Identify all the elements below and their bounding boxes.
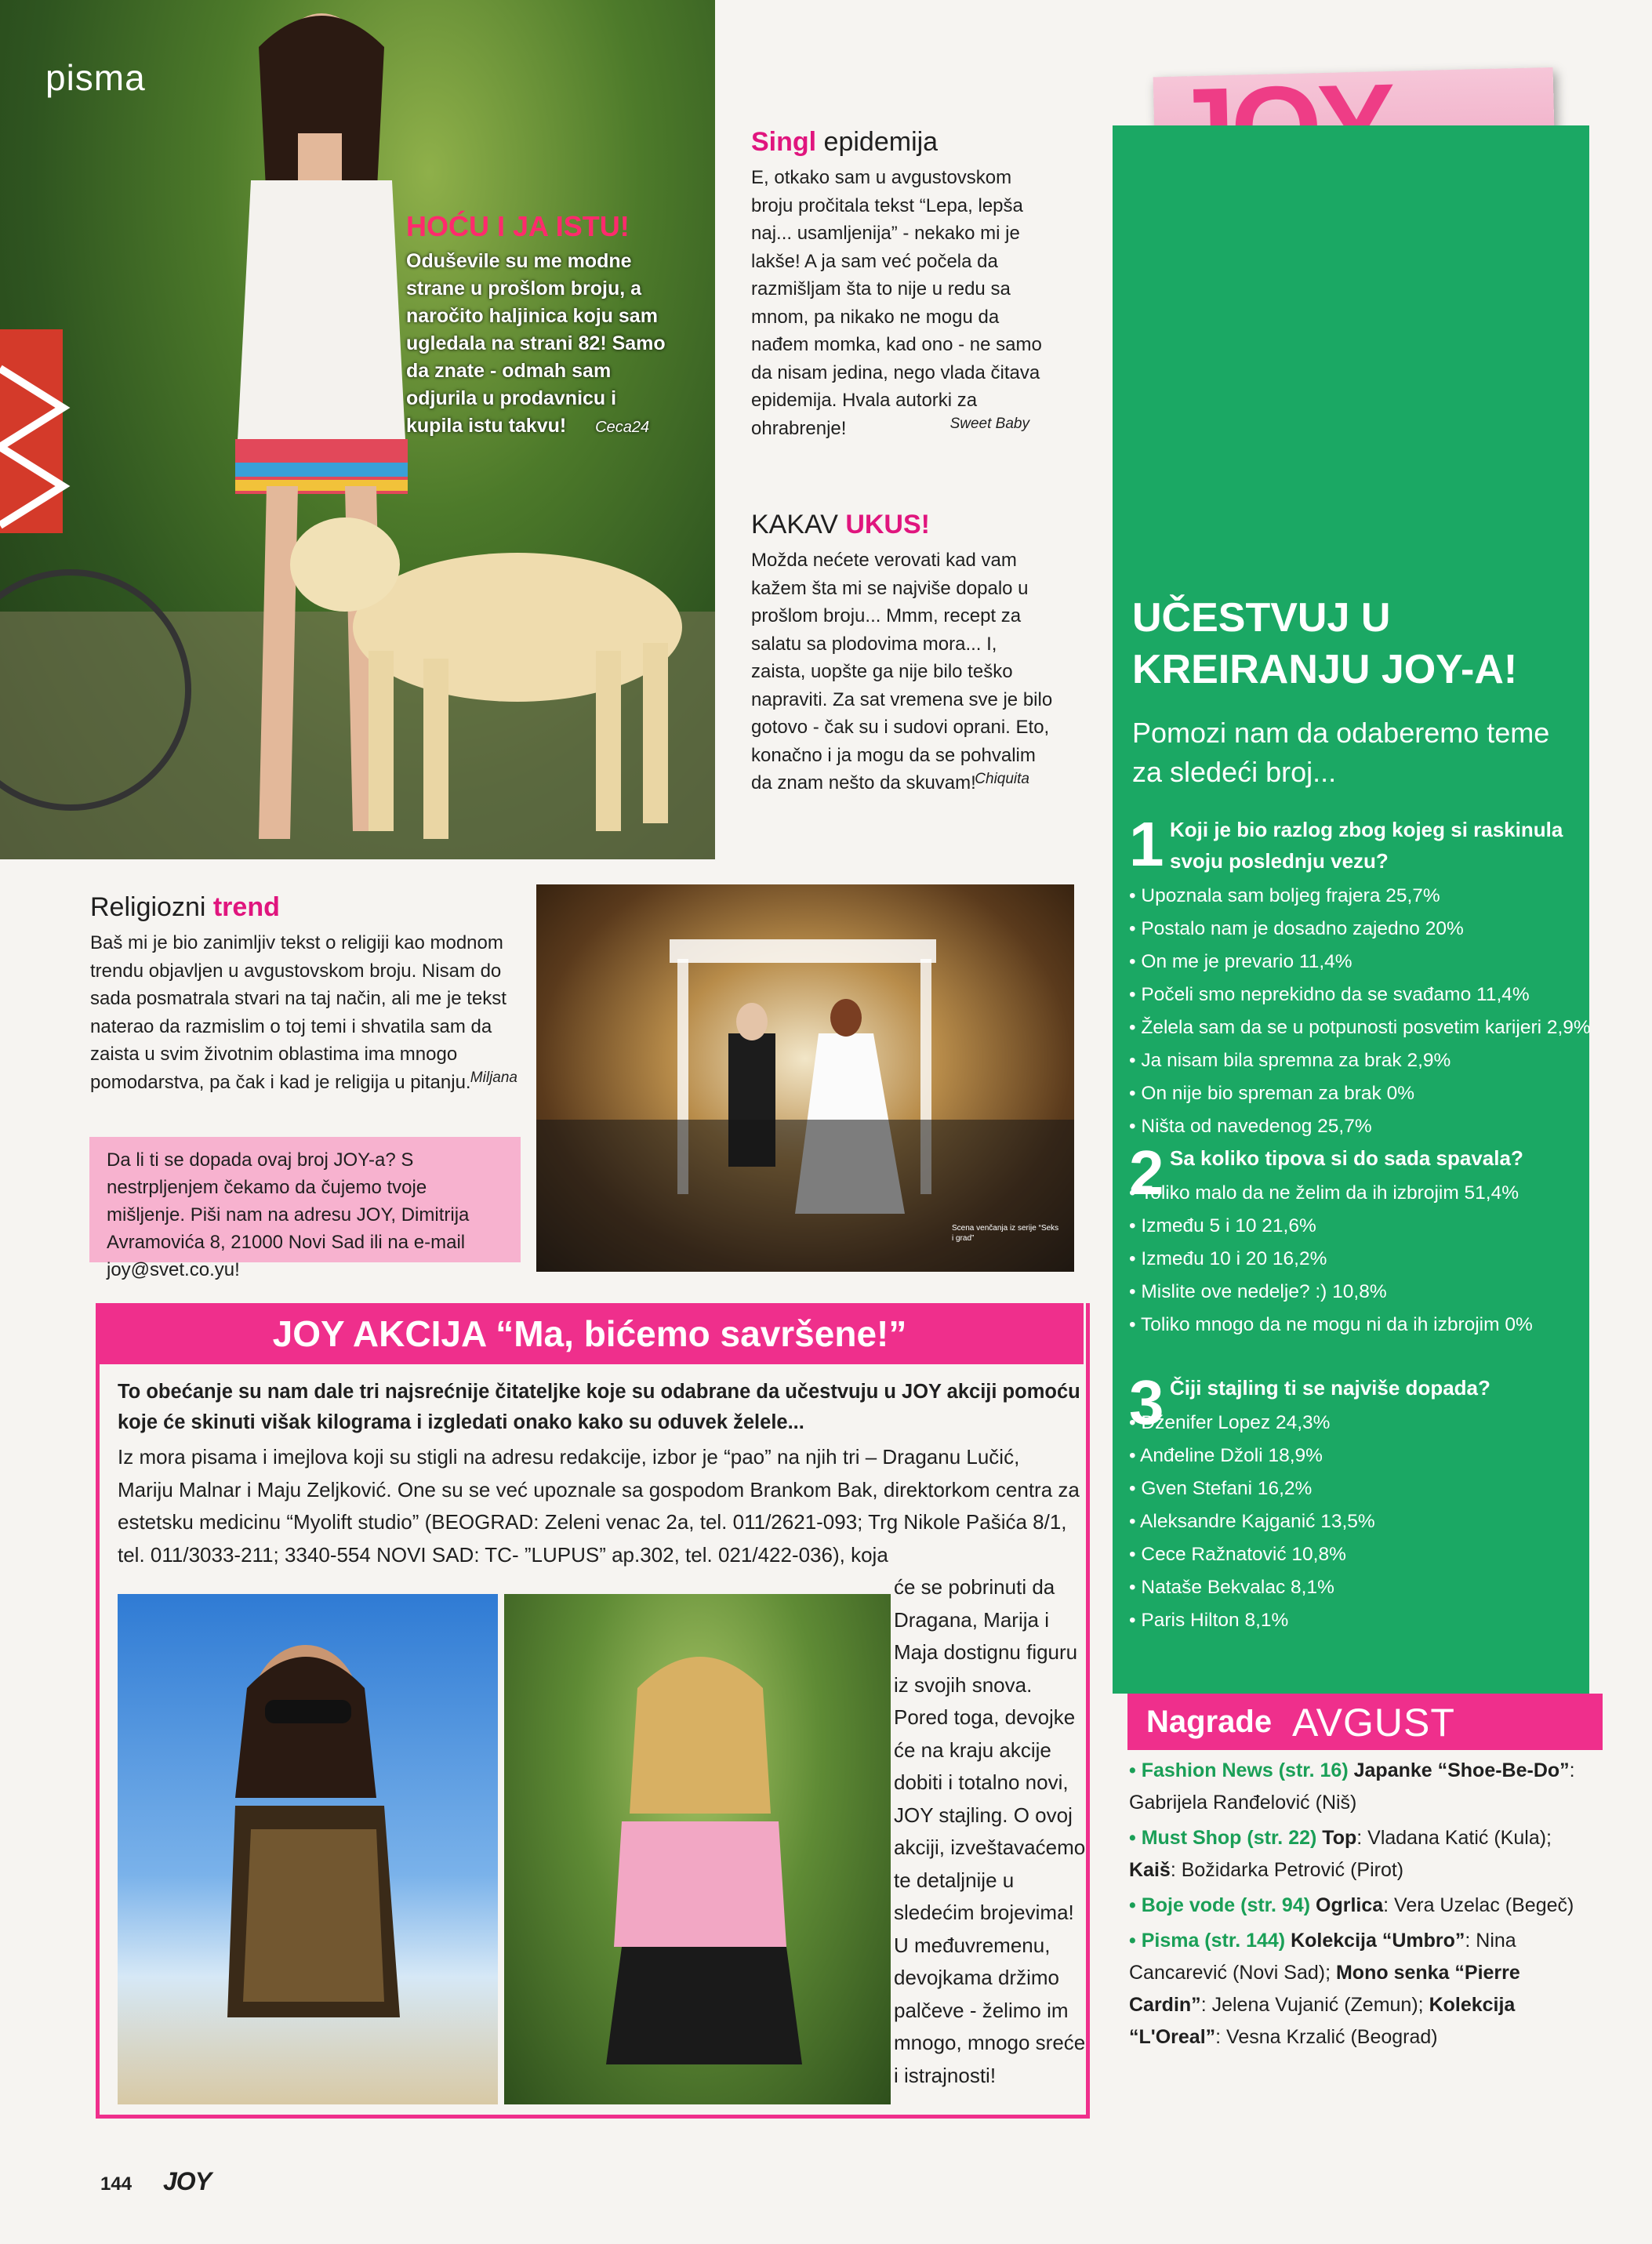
survey-answer: • Ja nisam bila spremna za brak 2,9% xyxy=(1129,1044,1588,1077)
letter-religija-signature: Miljana xyxy=(470,1069,517,1086)
letter-religija-body: Baš mi je bio zanimljiv tekst o religiji kao modnom trendu objavljen u avgustovskom broju. Nisam do sada posmatrala stvari na taj način, ali me je tekst naterao da razmislim o toj temi i shvatila sam da zaista u svim životnim oblastima ima mnogo pomodarstva, pa čak i kad je religija u pitanju. xyxy=(90,932,506,1093)
letter-singl-body: E, otkako sam u avgustovskom broju pročitala tekst “Lepa, lepša naj... usamljenija” - nekako mi je lakše! A ja sam već počela da razmišljam šta to nije u redu sa mnom, pa nikako ne mogu da nađem momka, kad ono - ne samo da nisam jedina, nego vlada čitava epidemija. Hvala autorki za ohrabrenje! xyxy=(751,167,1042,439)
hero-caption-title: HOĆU I JA ISTU! xyxy=(406,210,630,242)
survey-answer: • On me je prevario 11,4% xyxy=(1129,946,1588,979)
award-item xyxy=(1129,1925,1592,2053)
awards-title-month: AVGUST xyxy=(1292,1701,1455,1745)
award-prize: Kaiš xyxy=(1129,1859,1171,1881)
akcija-photo-1 xyxy=(118,1594,498,2104)
contact-box xyxy=(89,1137,521,1280)
survey-question-1-number: 1 xyxy=(1129,809,1164,879)
wedding-photo-caption: Scena venčanja iz serije “Seks i grad” xyxy=(952,1224,1059,1243)
award-winner: : Nina Cancarević (Novi Sad); xyxy=(1129,1930,1516,1984)
survey-answer: • Cece Ražnatović 10,8% xyxy=(1129,1538,1588,1571)
survey-answer: • Između 10 i 20 16,2% xyxy=(1129,1243,1588,1276)
letter-ukus-signature: Chiquita xyxy=(975,770,1029,787)
award-item xyxy=(1129,1890,1592,1922)
letter-singl xyxy=(751,127,1053,439)
survey-answer: • Toliko malo da ne želim da ih izbrojim 51,4% xyxy=(1129,1177,1588,1210)
award-item xyxy=(1129,1755,1592,1819)
survey-answer: • Počeli smo neprekidno da se svađamo 11,4% xyxy=(1129,979,1588,1011)
awards-list xyxy=(1129,1755,1592,2057)
hero-caption xyxy=(406,210,677,441)
survey-question-3-number: 3 xyxy=(1129,1367,1164,1437)
akcija-photo-2 xyxy=(504,1594,891,2104)
award-winner: : Božidarka Petrović (Pirot) xyxy=(1170,1859,1404,1881)
letter-singl-title-highlight: Singl xyxy=(751,127,817,157)
survey-answer: • Nataše Bekvalac 8,1% xyxy=(1129,1571,1588,1604)
survey-answer: • Postalo nam je dosadno zajedno 20% xyxy=(1129,913,1588,946)
page-number: 144 xyxy=(100,2173,133,2195)
award-prize: Mono senka “Pierre Cardin” xyxy=(1129,1962,1520,2016)
akcija-lead: To obećanje su nam dale tri najsrećnije čitateljke koje su odabrane da učestvuju u JOY akciji pomoću koje će skinuti višak kilograma i izgledati onako kako su oduvek želele... xyxy=(118,1381,1080,1433)
award-prize: Japanke “Shoe-Be-Do” xyxy=(1353,1759,1570,1781)
award-category: • Must Shop (str. 22) xyxy=(1129,1827,1323,1849)
hero-caption-body: Oduševile su me modne strane u prošlom broju, a naročito haljinica koju sam ugledala na strani 82! Samo da znate - odmah sam odjurila u prodavnicu i kupila istu takvu! xyxy=(406,250,666,437)
survey-title: UČESTVUJ U KREIRANJU JOY-A! xyxy=(1132,595,1518,692)
survey-answer: • Aleksandre Kajganić 13,5% xyxy=(1129,1505,1588,1538)
survey-question-3 xyxy=(1129,1367,1588,1637)
survey-question-2-text: Sa koliko tipova si do sada spavala? xyxy=(1170,1146,1523,1170)
akcija-body-2: će se pobrinuti da Dragana, Marija i Maja dostignu figuru iz svojih snova. Pored toga, devojke će na kraju akcije dobiti i totalno novi, JOY stajling. O ovoj akciji, izveštavaćemo te detaljnije u sledećim brojevima! U međuvremenu, devojkama držimo palčeve - želimo im mnogo, mnogo sreće i istrajnosti! xyxy=(894,1575,1086,2087)
letter-singl-signature: Sweet Baby xyxy=(949,416,1029,432)
footer-logo: JOY xyxy=(163,2167,212,2195)
survey-question-3-text: Čiji stajling ti se najviše dopada? xyxy=(1170,1376,1490,1400)
letter-singl-title: epidemija xyxy=(816,127,939,157)
survey-answer: • Gven Stefani 16,2% xyxy=(1129,1472,1588,1505)
letter-religija xyxy=(90,892,517,1093)
award-category: • Fashion News (str. 16) xyxy=(1129,1759,1354,1781)
survey-question-1 xyxy=(1129,809,1591,1143)
award-category: • Pisma (str. 144) xyxy=(1129,1930,1291,1952)
survey-answer: • Toliko mnogo da ne mogu ni da ih izbrojim 0% xyxy=(1129,1309,1588,1342)
award-item xyxy=(1129,1822,1592,1886)
wedding-photo xyxy=(536,884,1074,1272)
akcija-banner-text: JOY AKCIJA “Ma, bićemo savršene!” xyxy=(272,1313,907,1354)
section-tag: pisma xyxy=(45,57,146,98)
letter-ukus xyxy=(751,510,1053,793)
survey-subtitle: Pomozi nam da odaberemo teme za sledeći broj... xyxy=(1132,717,1550,788)
akcija-photo-1-illustration xyxy=(118,1594,498,2104)
award-prize: Top xyxy=(1322,1827,1357,1849)
award-prize: Kolekcija “L'Oreal” xyxy=(1129,1994,1516,2048)
contact-box-text: Da li ti se dopada ovaj broj JOY-a? S nestrpljenjem čekamo da čujemo tvoje mišljenje. Piši nam na adresu JOY, Dimitrija Avramovića 8, 21000 Novi Sad ili na e-mail joy@svet.co.yu! xyxy=(107,1149,470,1280)
akcija-body-1: Iz mora pisama i imejlova koji su stigli na adresu redakcije, izbor je “pao” na njih tri – Draganu Lučić, Mariju Malnar i Maju Zeljković. One su se već upoznale sa gospodom Brankom Bak, direktorkom centra za estetsku medicinu “Myolift studio” (BEOGRAD: Zeleni venac 2a, tel. 011/2621-093; Trg Nikole Pašića 8/1, tel. 011/3033-211; 3340-554 NOVI SAD: TC- ”LUPUS” ap.302, tel. 021/422-036), koja xyxy=(118,1445,1080,1567)
award-prize: Kolekcija “Umbro” xyxy=(1291,1930,1465,1952)
award-winner: : Vladana Katić (Kula); xyxy=(1356,1827,1552,1849)
award-prize: Ogrlica xyxy=(1316,1894,1384,1916)
award-winner: : Jelena Vujanić (Zemun); xyxy=(1200,1994,1429,2016)
survey-answer: • Između 5 i 10 21,6% xyxy=(1129,1210,1588,1243)
survey-question-2 xyxy=(1129,1138,1588,1342)
award-winner: : Gabrijela Ranđelović (Niš) xyxy=(1129,1759,1575,1814)
letter-ukus-title-highlight: UKUS! xyxy=(845,510,930,539)
akcija-banner xyxy=(96,1303,1084,1364)
award-winner: : Vera Uzelac (Begeč) xyxy=(1383,1894,1574,1916)
letter-ukus-title: KAKAV xyxy=(751,510,846,539)
letter-religija-title: Religiozni xyxy=(90,892,213,922)
awards-header xyxy=(1127,1694,1603,1750)
survey-answer: • Anđeline Džoli 18,9% xyxy=(1129,1440,1588,1472)
akcija-photo-2-illustration xyxy=(504,1594,891,2104)
survey-answer: • Dženifer Lopez 24,3% xyxy=(1129,1407,1588,1440)
awards-title: Nagrade xyxy=(1146,1705,1273,1739)
survey-answer: • On nije bio spreman za brak 0% xyxy=(1129,1077,1588,1110)
survey-question-2-number: 2 xyxy=(1129,1138,1164,1207)
letter-ukus-body: Možda nećete verovati kad vam kažem šta mi se najviše dopalo u prošlom broju... Mmm, recept za salatu sa plodovima mora... I, zaista, uopšte ga nije bilo teško napraviti. Za sat vremena sve je bilo gotovo - čak su i sudovi oprani. Eto, konačno i ja mogu da se pohvalim da znam nešto da skuvam! xyxy=(751,550,1053,793)
letter-religija-title-highlight: trend xyxy=(212,892,280,922)
survey-answer: • Ništa od navedenog 25,7% xyxy=(1129,1110,1588,1143)
survey-answer: • Želela sam da se u potpunosti posvetim karijeri 2,9% xyxy=(1129,1011,1588,1044)
survey-question-1-text: Koji je bio razlog zbog kojeg si raskinula svoju poslednju vezu? xyxy=(1170,818,1563,873)
wedding-illustration xyxy=(536,884,1074,1272)
survey-answer: • Mislite ove nedelje? :) 10,8% xyxy=(1129,1276,1588,1309)
survey-answer: • Paris Hilton 8,1% xyxy=(1129,1604,1588,1637)
survey-answer: • Upoznala sam boljeg frajera 25,7% xyxy=(1129,880,1588,913)
hero-caption-signature: Ceca24 xyxy=(595,419,650,436)
award-category: • Boje vode (str. 94) xyxy=(1129,1894,1316,1916)
award-winner: : Vesna Krzalić (Beograd) xyxy=(1215,2026,1438,2048)
